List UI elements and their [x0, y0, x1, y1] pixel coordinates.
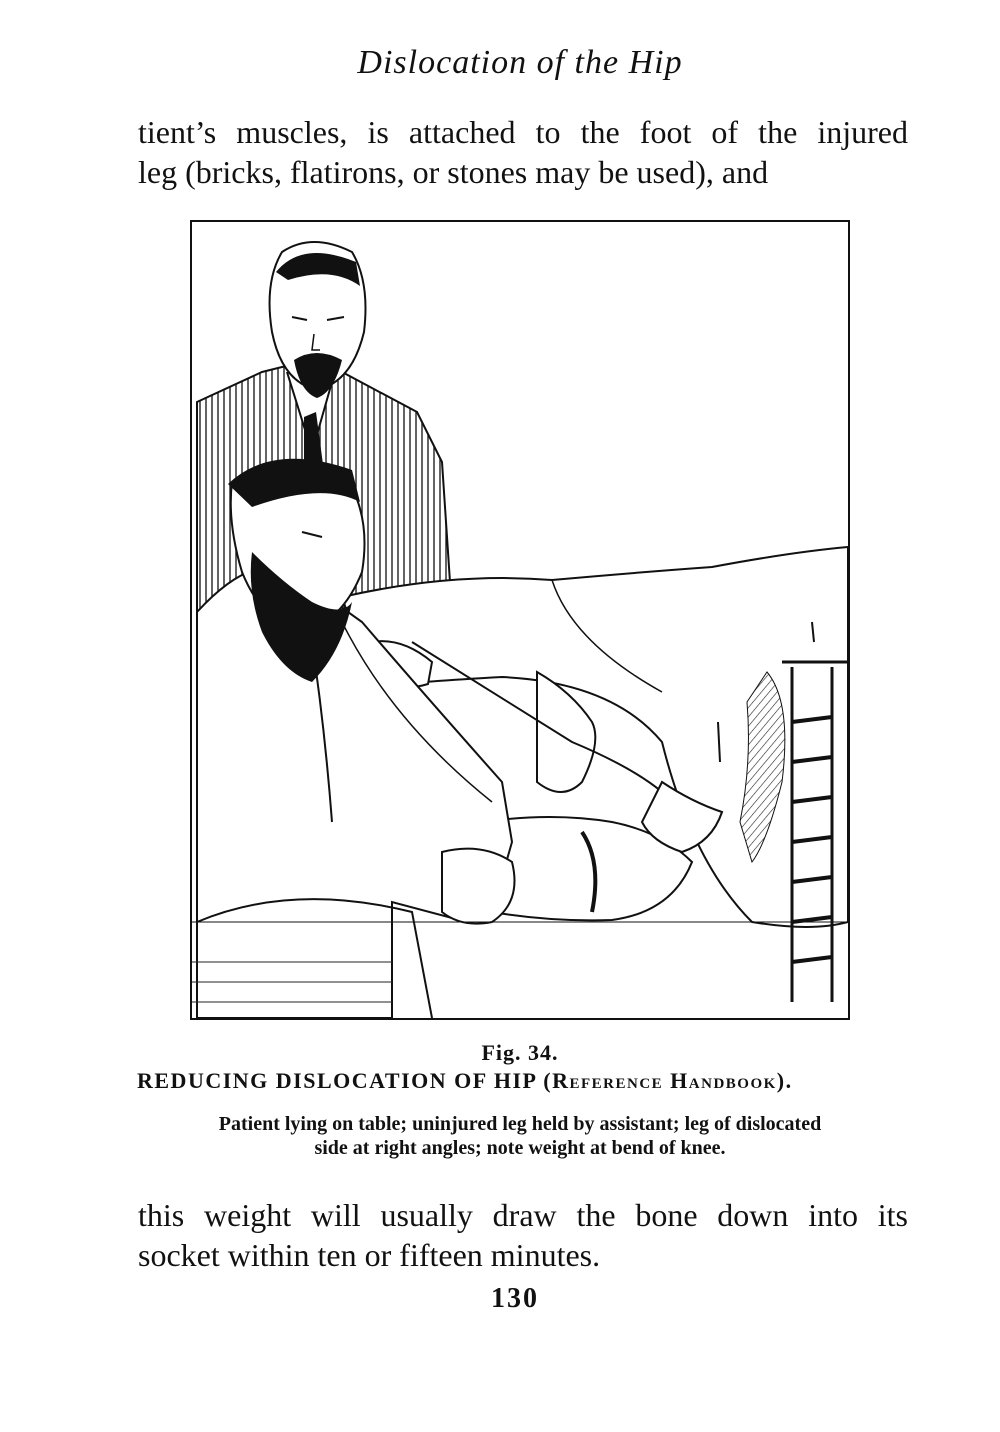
figure-caption-line: Patient lying on table; uninjured leg held by assistant; leg of dislocated — [218, 1113, 822, 1135]
figure-caption-line: side at right angles; note weight at bend of knee. — [314, 1137, 726, 1159]
figure-title-end: ). — [776, 1068, 793, 1093]
figure-label: Fig. 34. — [481, 1040, 559, 1065]
seated-doctor-figure — [197, 459, 722, 1018]
figure-caption — [130, 1112, 910, 1160]
body-paragraph-top — [138, 112, 908, 192]
running-head: Dislocation of the Hip — [357, 44, 683, 81]
body-line: this weight will usually draw the bone down into its — [138, 1197, 908, 1233]
figure-illustration — [190, 220, 850, 1020]
figure-title-source: Reference Handbook — [552, 1068, 777, 1093]
body-line: socket within ten or fifteen minutes. — [138, 1237, 601, 1273]
page-number: 130 — [491, 1283, 539, 1314]
figure-title — [137, 1068, 912, 1094]
body-line: tient’s muscles, is attached to the foot of the injured — [138, 114, 908, 150]
body-line: leg (bricks, flatirons, or stones may be used), and — [138, 154, 769, 190]
figure-title-main: REDUCING DISLOCATION OF HIP ( — [137, 1068, 553, 1093]
body-paragraph-bottom — [138, 1195, 908, 1275]
illustration-drawing — [192, 222, 848, 1018]
